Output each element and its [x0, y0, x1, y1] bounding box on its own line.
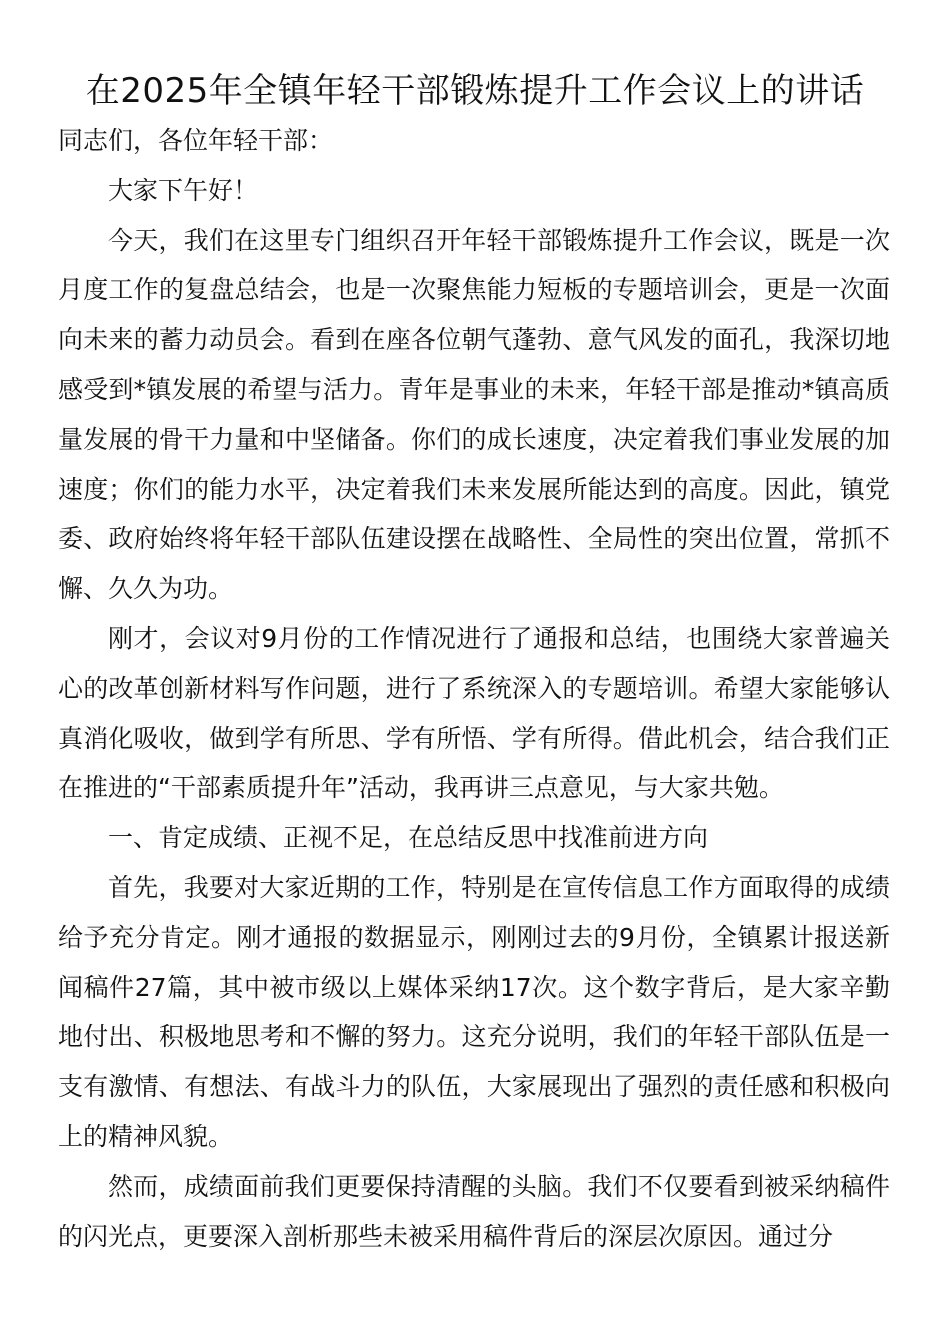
paragraph-greeting: 大家下午好！: [108, 175, 259, 205]
paragraph-reflection: 然而，成绩面前我们更要保持清醒的头脑。我们不仅要看到被采纳稿件的闪光点，更要深入剖析那些未被采用稿件背后的深层次原因。通过分: [58, 1171, 890, 1251]
document-title: 在2025年全镇年轻干部锻炼提升工作会议上的讲话: [85, 71, 865, 111]
section-heading: 一、肯定成绩、正视不足，在总结反思中找准前进方向: [108, 823, 709, 853]
paragraph-achievements: 首先，我要对大家近期的工作，特别是在宣传信息工作方面取得的成绩给予充分肯定。刚才通报的数据显示，刚刚过去的9月份，全镇累计报送新闻稿件27篇，其中被市级以上媒体采纳17次。这个数字背后，是大家辛勤地付出、积极地思考和不懈的努力。这充分说明，我们的年轻干部队伍是一支有激情、有想法、有战斗力的队伍，大家展现出了强烈的责任感和积极向上的精神风貌。: [58, 872, 890, 1151]
paragraph-review: 刚才，会议对9月份的工作情况进行了通报和总结，也围绕大家普遍关心的改革创新材料写作问题，进行了系统深入的专题培训。希望大家能够认真消化吸收，做到学有所思、学有所悟、学有所得。借此机会，结合我们正在推进的“干部素质提升年”活动，我再讲三点意见，与大家共勉。: [58, 623, 890, 803]
paragraph-opening: 今天，我们在这里专门组织召开年轻干部锻炼提升工作会议，既是一次月度工作的复盘总结会，也是一次聚焦能力短板的专题培训会，更是一次面向未来的蓄力动员会。看到在座各位朝气蓬勃、意气风发的面孔，我深切地感受到*镇发展的希望与活力。青年是事业的未来，年轻干部是推动*镇高质量发展的骨干力量和中坚储备。你们的成长速度，决定着我们事业发展的加速度；你们的能力水平，决定着我们未来发展所能达到的高度。因此，镇党委、政府始终将年轻干部队伍建设摆在战略性、全局性的突出位置，常抓不懈、久久为功。: [58, 225, 890, 604]
document-body: [58, 116, 890, 1261]
salutation: 同志们，各位年轻干部：: [58, 126, 334, 155]
